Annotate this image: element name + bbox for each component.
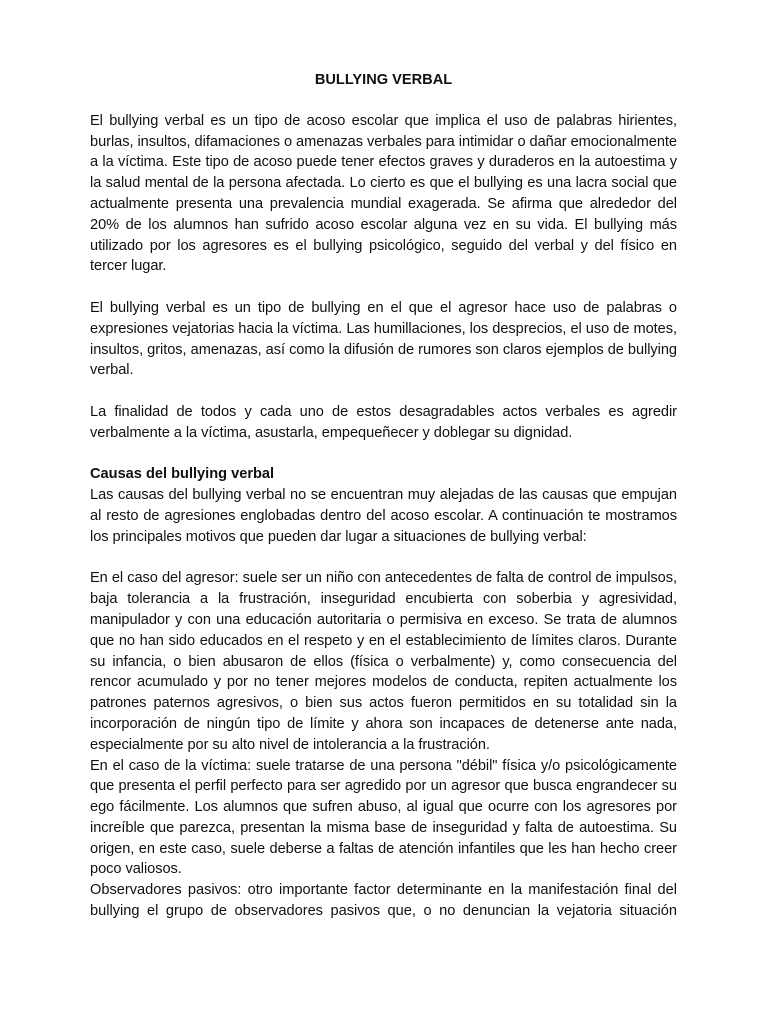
document-title: BULLYING VERBAL [314,72,453,88]
paragraph-observadores: Observadores pasivos: otro importante factor determinante en la manifestación final del bullying el grupo de observadores pasivos que, o no denuncian la vejatoria situación [90,882,677,920]
document-page [90,70,677,922]
paragraph-causes-intro: Las causas del bullying verbal no se encuentran muy alejadas de las causas que empujan al resto de agresiones englobadas dentro del acoso escolar. A continuación te mostramos los principales motivos que pueden dar lugar a situaciones de bullying verbal: [90,487,677,545]
paragraph-victima: En el caso de la víctima: suele tratarse de una persona "débil" física y/o psicológicamente que presenta el perfil perfecto para ser agredido por un agresor que busca engrandecer su ego fácilmente. Los alumnos que sufren abuso, al igual que ocurre con los agresores por increíble que parezca, presentan la misma base de inseguridad y falta de autoestima. Su origen, en este caso, suele deberse a faltas de atención infantiles que les han hecho creer poco valiosos. [90,757,677,878]
paragraph-agresor: En el caso del agresor: suele ser un niño con antecedentes de falta de control de impulsos, baja tolerancia a la frustración, inseguridad encubierta con soberbia y agresividad, manipulador y con una educación autoritaria o permisiva en exceso. Se trata de alumnos que no han sido educados en el respeto y en el establecimiento de límites claros. Durante su infancia, o bien abusaron de ellos (física o verbalmente) y, como consecuencia del rencor acumulado y por no tener mejores modelos de conducta, repiten actualmente los patrones paternos agresivos, o bien sus actos fueron permitidos en su totalidad sin la incorporación de ningún tipo de límite y ahora son incapaces de detenerse ante nada, especialmente por su alto nivel de intolerancia a la frustración. [90,570,677,753]
paragraph-definition: El bullying verbal es un tipo de bullying en el que el agresor hace uso de palabras o expresiones vejatorias hacia la víctima. Las humillaciones, los desprecios, el uso de motes, insultos, gritos, amenazas, así como la difusión de rumores son claros ejemplos de bullying verbal. [90,299,677,379]
section-heading: Causas del bullying verbal [90,466,275,483]
paragraph-intro: El bullying verbal es un tipo de acoso escolar que implica el uso de palabras hirientes, burlas, insultos, difamaciones o amenazas verbales para intimidar o dañar emocionalmente a la víctima. Este tipo de acoso puede tener efectos graves y duraderos en la autoestima y la salud mental de la persona afectada. Lo cierto es que el bullying es una lacra social que actualmente presenta una prevalencia mundial exagerada. Se afirma que alrededor del 20% de los alumnos han sufrido acoso escolar alguna vez en su vida. El bullying más utilizado por los agresores es el bullying psicológico, seguido del verbal y del físico en tercer lugar. [90,112,677,275]
paragraph-purpose: La finalidad de todos y cada uno de estos desagradables actos verbales es agredir verbalmente a la víctima, asustarla, empequeñecer y doblegar su dignidad. [90,403,677,441]
